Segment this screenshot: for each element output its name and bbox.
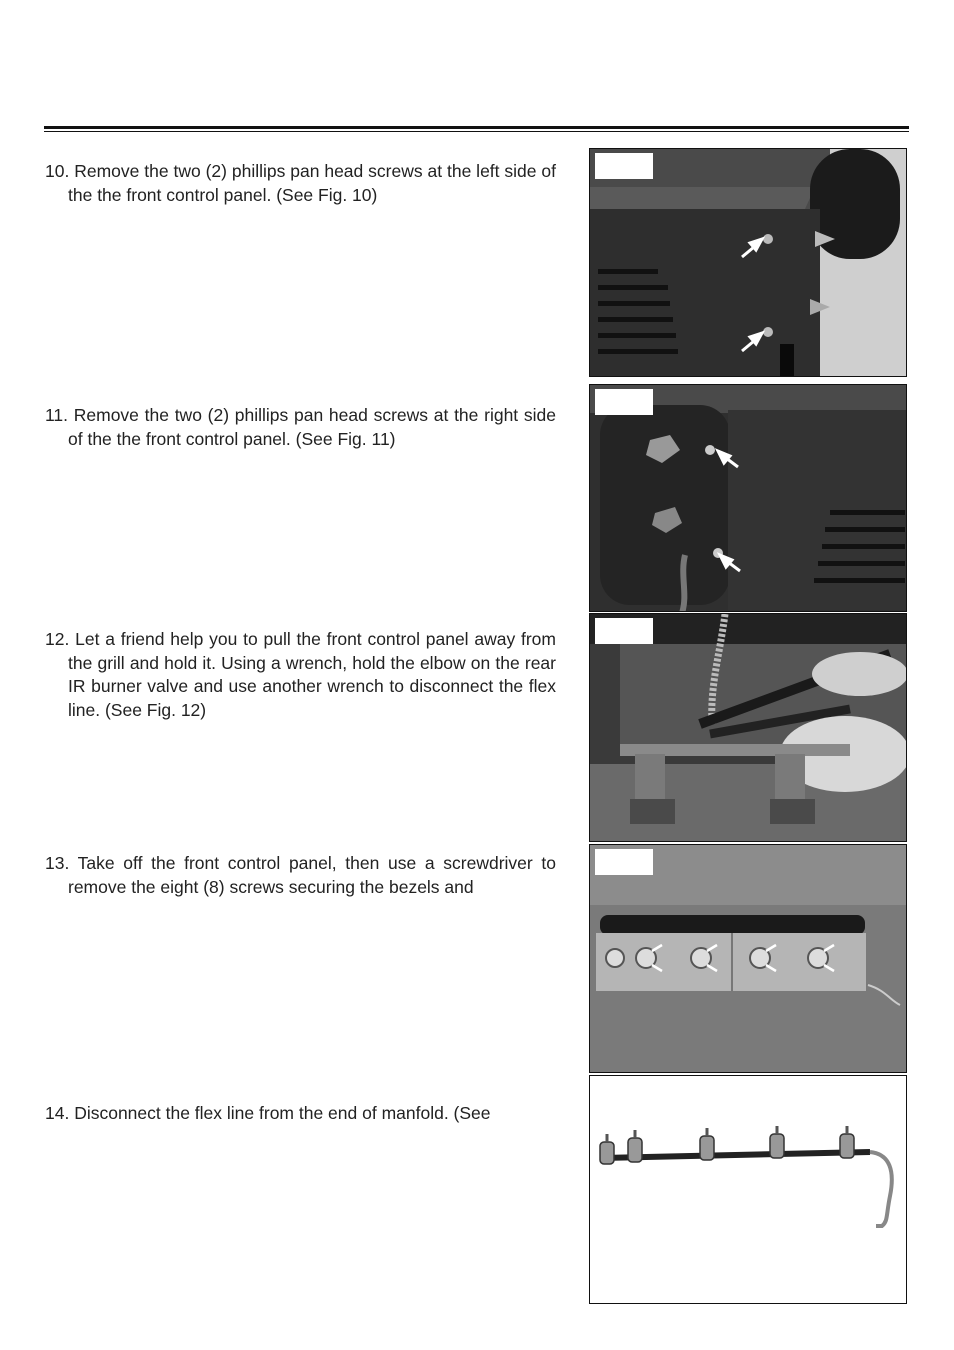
figure-12-photo	[589, 613, 907, 842]
step-11-text: 11. Remove the two (2) phillips pan head screws at the right side of the the front control panel. (See Fig. 11)	[45, 405, 556, 449]
step-10-text: 10. Remove the two (2) phillips pan head screws at the left side of the the front control panel. (See Fig. 10)	[45, 161, 556, 205]
figure-10-label-box	[595, 153, 653, 179]
step-11	[45, 404, 556, 451]
figure-13-photo	[589, 844, 907, 1073]
figure-13-label-box	[595, 849, 653, 875]
step-13-text: 13. Take off the front control panel, then use a screwdriver to remove the eight (8) screws securing the bezels and	[45, 853, 556, 897]
header-rule-thin	[44, 131, 909, 132]
step-14	[45, 1102, 556, 1126]
step-12	[45, 628, 556, 722]
figure-12-label-box	[595, 618, 653, 644]
figure-11-label-box	[595, 389, 653, 415]
step-13	[45, 852, 556, 899]
step-12-text: 12. Let a friend help you to pull the front control panel away from the grill and hold it. Using a wrench, hold the elbow on the rear IR burner valve and use another wrench to disconnect the flex line. (See Fig. 12)	[45, 629, 556, 720]
figure-11-photo	[589, 384, 907, 612]
header-rule-thick	[44, 126, 909, 129]
step-14-text: 14. Disconnect the flex line from the end of manfold. (See	[45, 1103, 491, 1123]
step-10	[45, 160, 556, 207]
figure-14-photo	[589, 1075, 907, 1304]
figure-10-photo	[589, 148, 907, 377]
